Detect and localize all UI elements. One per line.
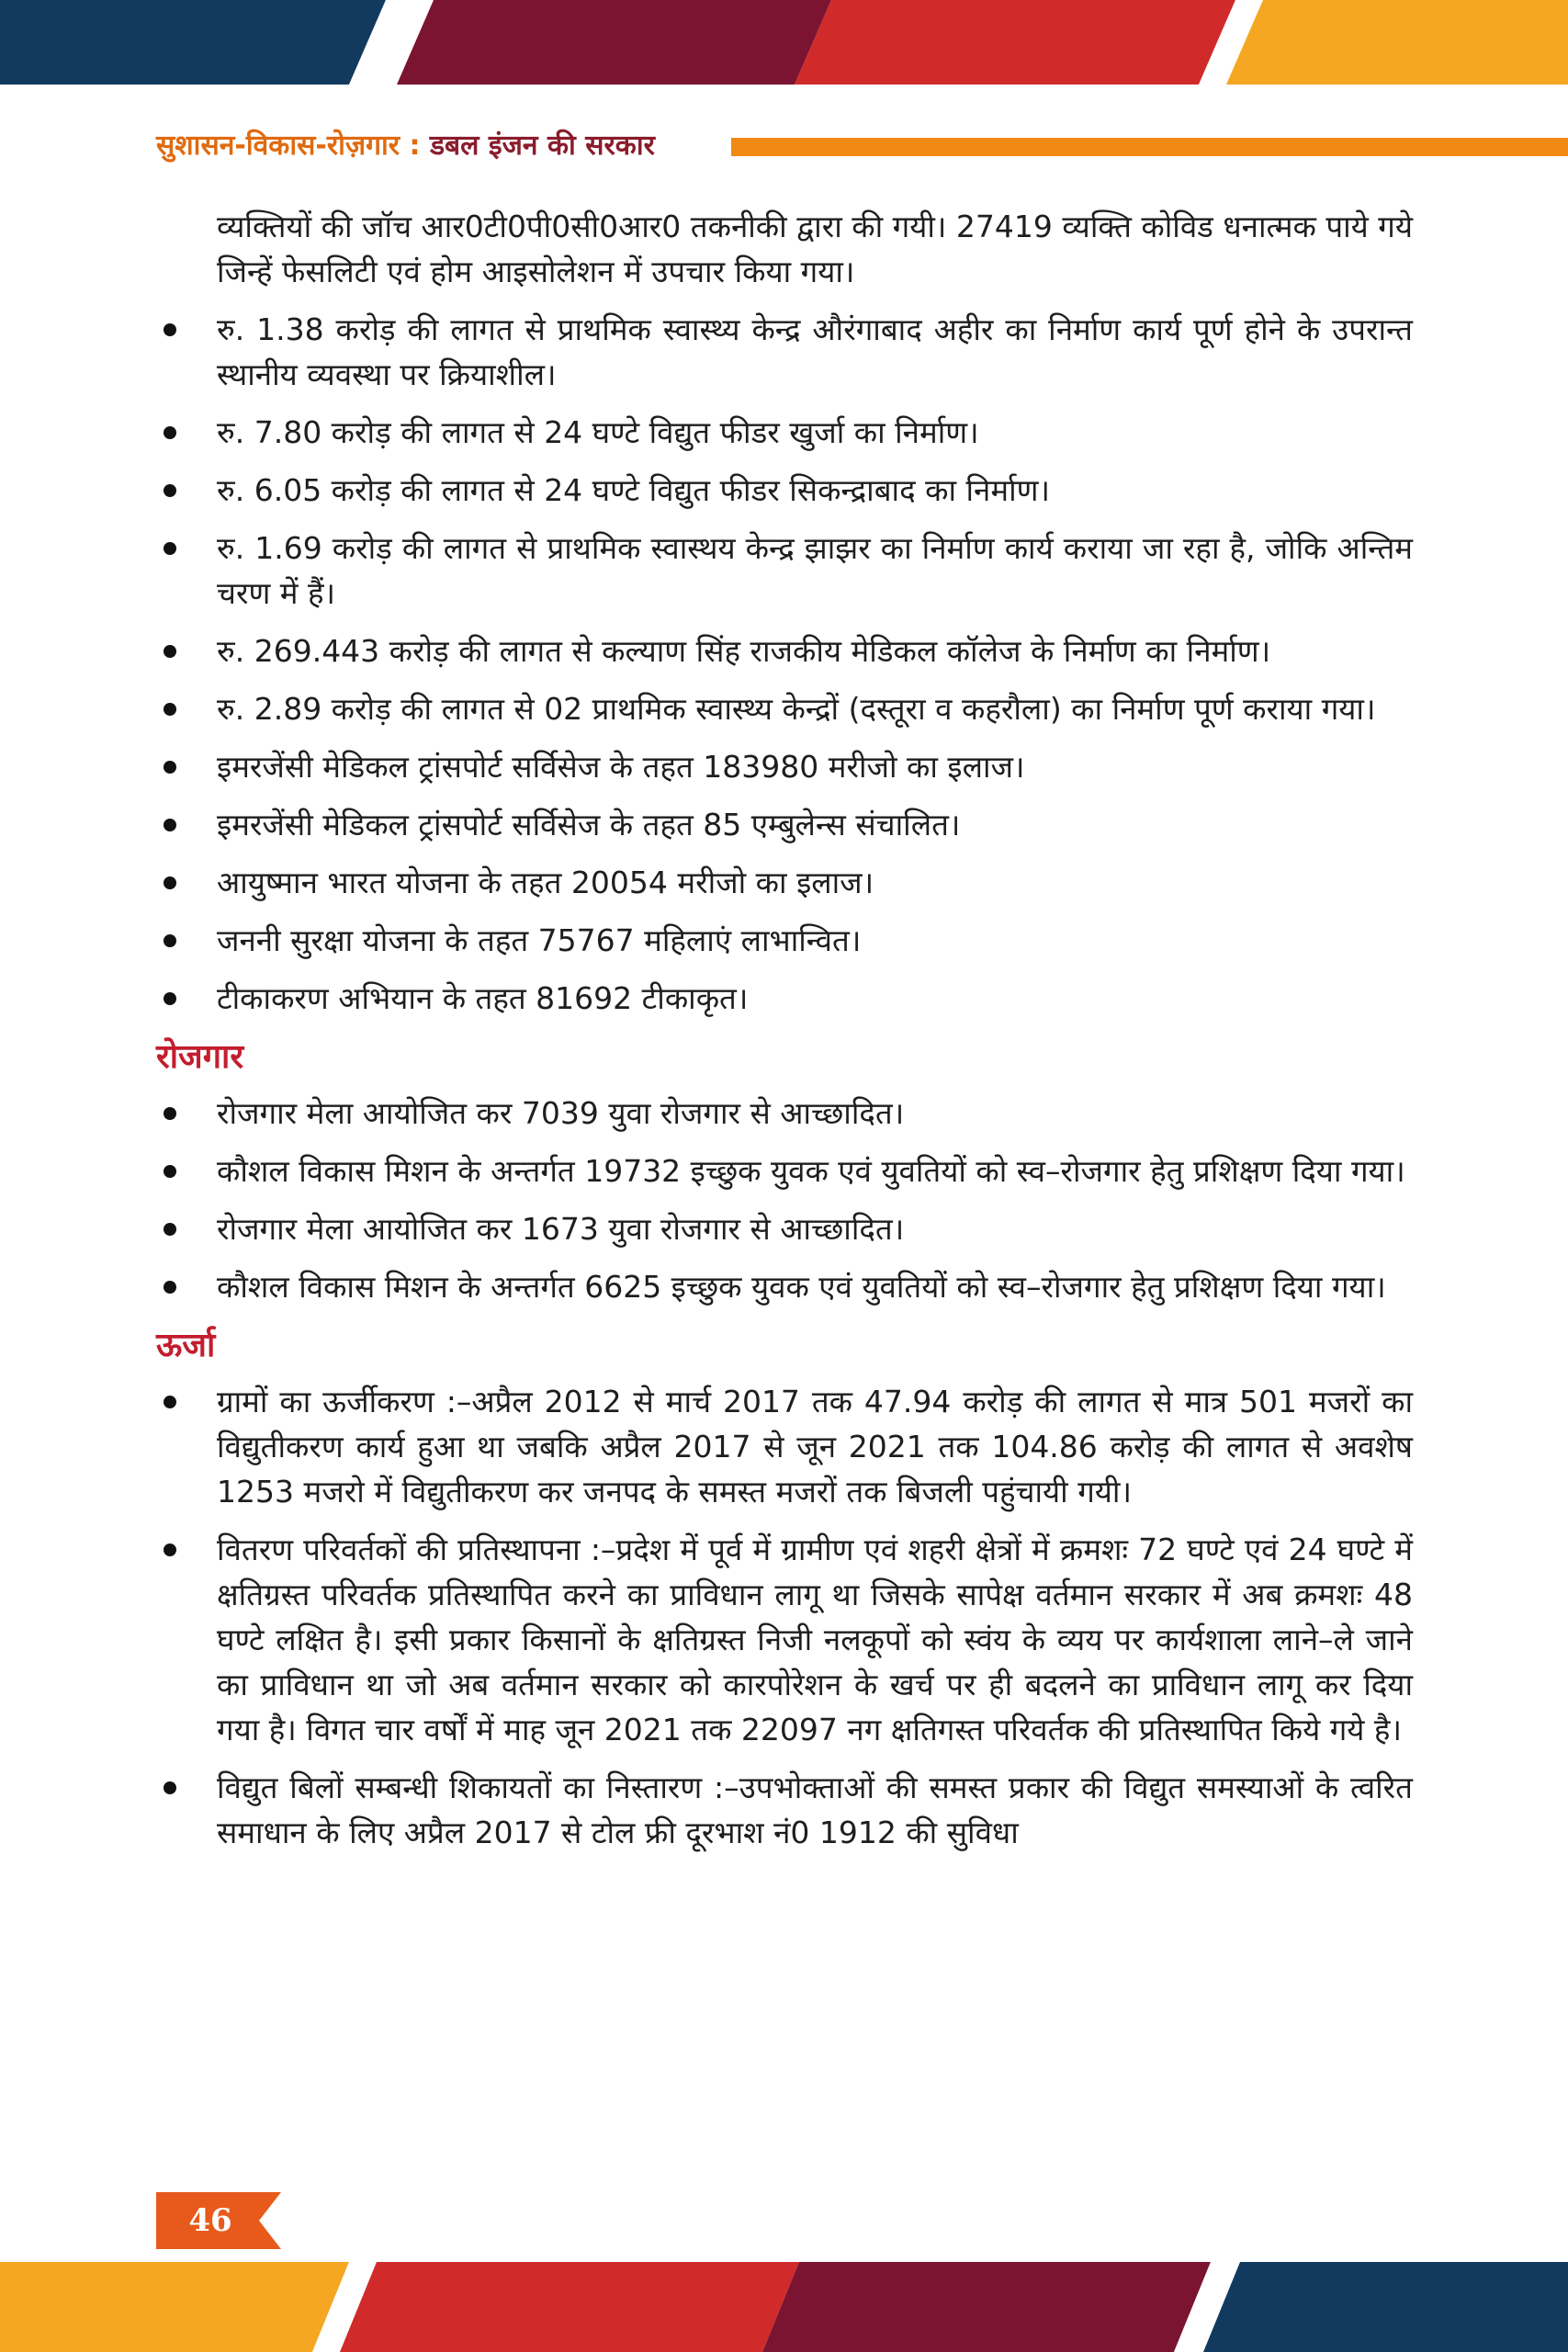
list-item-text: जननी सुरक्षा योजना के तहत 75767 महिलाएं लाभान्वित।: [217, 922, 862, 958]
running-header: [156, 127, 1413, 165]
header-title-part2: डबल इंजन की सरकार: [429, 130, 655, 162]
bullet-icon: [164, 645, 176, 658]
list-item-text: ग्रामों का ऊर्जीकरण :–अप्रैल 2012 से मार्च 2017 तक 47.94 करोड़ की लागत से मात्र 501 मजरों का विद्युतीकरण कार्य हुआ था जबकि अप्रैल 2017 से जून 2021 तक 104.86 करोड़ की लागत से अवशेष 1253 मजरो में विद्युतीकरण कर जनपद के समस्त मजरों तक बिजली पहुंचायी गयी।: [217, 1384, 1413, 1510]
bullet-icon: [164, 876, 176, 889]
bullet-icon: [164, 934, 176, 947]
list-item-text: टीकाकरण अभियान के तहत 81692 टीकाकृत।: [217, 980, 749, 1016]
list-item: [156, 860, 1413, 905]
header-title-part1: सुशासन-विकास-रोज़गार :: [156, 130, 430, 162]
list-item: [156, 918, 1413, 963]
page-content: [156, 204, 1413, 1868]
bullet-icon: [164, 426, 176, 439]
employment-list: [156, 1091, 1413, 1309]
list-item-text: इमरजेंसी मेडिकल ट्रांसपोर्ट सर्विसेज के तहत 183980 मरीजो का इलाज।: [217, 749, 1025, 785]
bullet-icon: [164, 542, 176, 555]
intro-text: व्यक्तियों की जॉच आर0टी0पी0सी0आर0 तकनीकी द्वारा की गयी। 27419 व्यक्ति कोविड धनात्मक पाये गये जिन्हें फेसलिटी एवं होम आइसोलेशन में उपचार किया गया।: [217, 209, 1413, 289]
section-heading-energy: ऊर्जा: [156, 1327, 216, 1364]
top-color-band: [0, 0, 1568, 85]
bullet-icon: [164, 1223, 176, 1236]
bullet-icon: [164, 761, 176, 774]
bullet-icon: [164, 1544, 176, 1556]
page-number: 46: [188, 2202, 232, 2239]
bullet-icon: [164, 1165, 176, 1178]
bullet-icon: [164, 1781, 176, 1794]
list-item-text: विद्युत बिलों सम्बन्धी शिकायतों का निस्तारण :–उपभोक्ताओं की समस्त प्रकार की विद्युत समस्याओं के त्वरित समाधान के लिए अप्रैल 2017 से टोल फ्री दूरभाश नं0 1912 की सुविधा: [217, 1770, 1413, 1850]
list-item-text: इमरजेंसी मेडिकल ट्रांसपोर्ट सर्विसेज के तहत 85 एम्बुलेन्स संचालित।: [217, 807, 961, 842]
list-item-text: रु. 7.80 करोड़ की लागत से 24 घण्टे विद्युत फीडर खुर्जा का निर्माण।: [217, 414, 979, 450]
list-item: [156, 802, 1413, 847]
list-item: [156, 1206, 1413, 1251]
list-item: [156, 1148, 1413, 1193]
list-item: [156, 410, 1413, 455]
list-item: [156, 1765, 1413, 1855]
list-item: [156, 1527, 1413, 1752]
list-item: [156, 686, 1413, 731]
list-item-text: रोजगार मेला आयोजित कर 7039 युवा रोजगार से आच्छादित।: [217, 1095, 905, 1131]
section-heading-employment: रोजगार: [156, 1038, 244, 1076]
list-item: [156, 468, 1413, 513]
list-item-text: वितरण परिवर्तकों की प्रतिस्थापना :–प्रदेश में पूर्व में ग्रामीण एवं शहरी क्षेत्रों में क्रमशः 72 घण्टे एवं 24 घण्टे में क्षतिग्रस्त परिवर्तक प्रतिस्थापित करने का प्राविधान लागू था जिसके सापेक्ष वर्तमान सरकार में अब क्रमशः 48 घण्टे लक्षित है। इसी प्रकार किसानों के क्षतिग्रस्त निजी नलकूपों को स्वंय के व्यय पर कार्यशाला लाने–ले जाने का प्राविधान था जो अब वर्तमान सरकार को कारपोरेशन के खर्च पर ही बदलने का प्राविधान लागू कर दिया गया है। विगत चार वर्षों में माह जून 2021 तक 22097 नग क्षतिगस्त परिवर्तक की प्रतिस्थापित किये गये है।: [217, 1532, 1413, 1747]
header-title: [156, 127, 655, 165]
page-number-tab: [156, 2192, 281, 2249]
intro-continuation: [156, 204, 1413, 294]
list-item: [156, 307, 1413, 397]
list-item: [156, 526, 1413, 616]
list-item: [156, 1264, 1413, 1309]
list-item-text: रु. 1.38 करोड़ की लागत से प्राथमिक स्वास्थ्य केन्द्र औरंगाबाद अहीर का निर्माण कार्य पूर्ण होने के उपरान्त स्थानीय व्यवस्था पर क्रियाशील।: [217, 311, 1413, 392]
list-item-text: रोजगार मेला आयोजित कर 1673 युवा रोजगार से आच्छादित।: [217, 1211, 905, 1247]
bullet-icon: [164, 484, 176, 497]
list-item-text: रु. 1.69 करोड़ की लागत से प्राथमिक स्वास्थय केन्द्र झाझर का निर्माण कार्य कराया जा रहा है, जोकि अन्तिम चरण में हैं।: [217, 530, 1413, 611]
bullet-icon: [164, 323, 176, 336]
list-item-text: आयुष्मान भारत योजना के तहत 20054 मरीजो का इलाज।: [217, 865, 874, 900]
header-rule: [731, 138, 1568, 156]
list-item: [156, 1091, 1413, 1136]
health-list: [156, 307, 1413, 1021]
list-item-text: कौशल विकास मिशन के अन्तर्गत 19732 इच्छुक युवक एवं युवतियों को स्व–रोजगार हेतु प्रशिक्षण दिया गया।: [217, 1153, 1405, 1189]
bullet-icon: [164, 819, 176, 831]
list-item-text: रु. 6.05 करोड़ की लागत से 24 घण्टे विद्युत फीडर सिकन्द्राबाद का निर्माण।: [217, 472, 1050, 508]
list-item: [156, 1379, 1413, 1514]
list-item: [156, 976, 1413, 1021]
list-item: [156, 744, 1413, 789]
bullet-icon: [164, 703, 176, 716]
list-item-text: रु. 269.443 करोड़ की लागत से कल्याण सिंह राजकीय मेडिकल कॉलेज के निर्माण का निर्माण।: [217, 633, 1271, 669]
bullet-icon: [164, 1107, 176, 1120]
bullet-icon: [164, 1396, 176, 1408]
list-item-text: कौशल विकास मिशन के अन्तर्गत 6625 इच्छुक युवक एवं युवतियों को स्व–रोजगार हेतु प्रशिक्षण दिया गया।: [217, 1269, 1386, 1305]
bullet-icon: [164, 992, 176, 1005]
bottom-color-band: [0, 2262, 1568, 2352]
list-item-text: रु. 2.89 करोड़ की लागत से 02 प्राथमिक स्वास्थ्य केन्द्रों (दस्तूरा व कहरौला) का निर्माण पूर्ण कराया गया।: [217, 691, 1376, 727]
energy-list: [156, 1379, 1413, 1855]
list-item: [156, 628, 1413, 673]
bullet-icon: [164, 1281, 176, 1294]
